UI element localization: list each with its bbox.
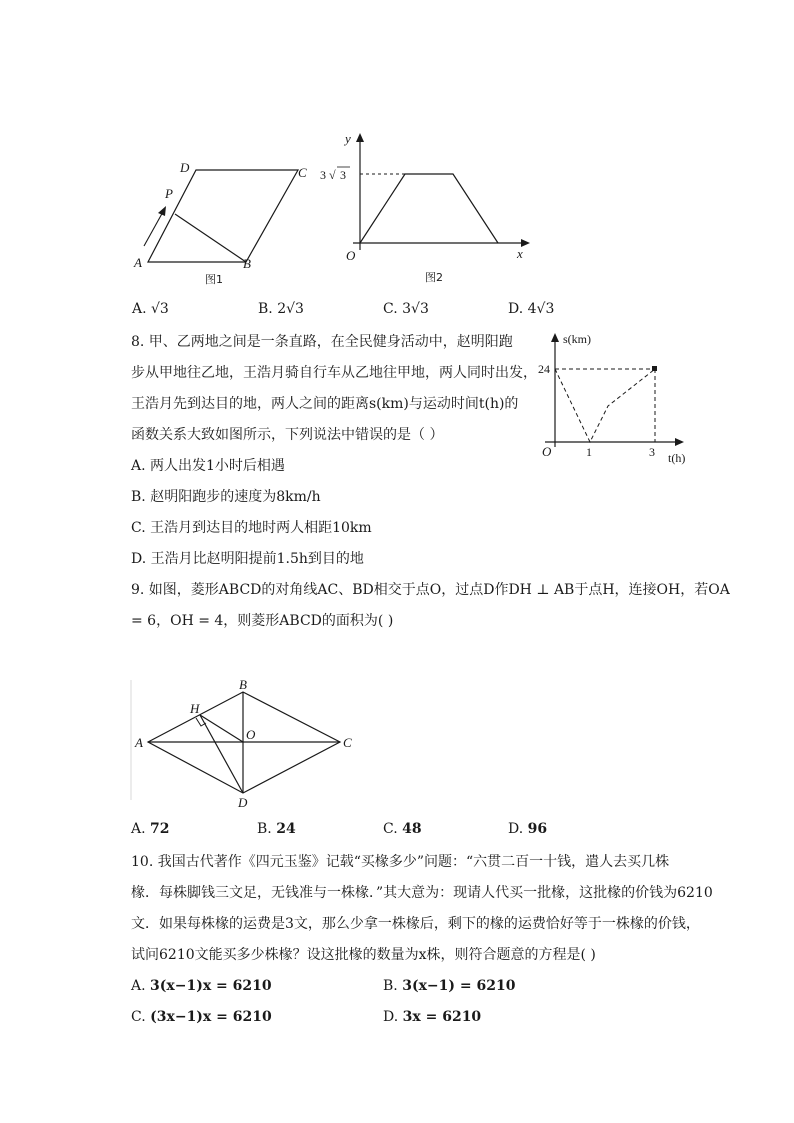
figure-1-caption: 图1 bbox=[205, 273, 223, 286]
q7-figure-2 bbox=[315, 128, 535, 288]
option-text: 3x = 6210 bbox=[402, 1009, 482, 1025]
option-text: 48 bbox=[402, 821, 422, 837]
q8-line-2: 步从甲地往乙地，王浩月骑自行车从乙地往甲地，两人同时出发， bbox=[131, 365, 537, 381]
label-d: D bbox=[180, 160, 190, 175]
option-text: 3(x−1)x = 6210 bbox=[150, 978, 272, 994]
label-h: H bbox=[190, 701, 200, 716]
label-a: A bbox=[134, 255, 142, 270]
q9-option-c[interactable] bbox=[383, 820, 422, 838]
label-b: B bbox=[243, 256, 251, 271]
q10-option-b[interactable] bbox=[383, 977, 515, 995]
q8-option-a[interactable]: A. 两人出发1小时后相遇 bbox=[131, 458, 285, 474]
q10-option-d[interactable] bbox=[383, 1008, 481, 1026]
option-text: 4√3 bbox=[527, 301, 555, 317]
option-letter: D. bbox=[508, 301, 524, 317]
option-letter: B. bbox=[257, 821, 272, 837]
q8-distance-time-graph bbox=[535, 325, 695, 465]
q7-figure-1 bbox=[120, 150, 320, 290]
y-value-rad: 3 bbox=[340, 168, 346, 182]
option-letter: B. bbox=[383, 978, 398, 994]
q10-option-a[interactable] bbox=[131, 977, 272, 995]
x-axis-label: x bbox=[517, 246, 523, 261]
q10-line-3: 文．如果每株椽的运费是3文，那么少拿一株椽后，剩下的椽的运费恰好等于一株椽的价钱， bbox=[131, 916, 700, 932]
label-a: A bbox=[135, 735, 143, 750]
q7-option-c[interactable] bbox=[383, 300, 429, 318]
option-letter: D. bbox=[383, 1009, 399, 1025]
option-letter: A. bbox=[131, 978, 146, 994]
q7-option-d[interactable] bbox=[508, 300, 554, 318]
q8-line-1: 8. 甲、乙两地之间是一条直路，在全民健身活动中，赵明阳跑 bbox=[131, 334, 513, 350]
option-text: 3√3 bbox=[402, 301, 429, 317]
option-letter: A. bbox=[132, 301, 147, 317]
option-letter: C. bbox=[383, 301, 398, 317]
q10-line-1: 10. 我国古代著作《四元玉鉴》记载“买椽多少”问题：“六贯二百一十钱，遣人去买几株 bbox=[131, 854, 670, 870]
q8-option-d[interactable]: D. 王浩月比赵明阳提前1.5h到目的地 bbox=[131, 551, 364, 567]
y-value-sqrt-sign: √ bbox=[329, 168, 336, 182]
option-letter: A. bbox=[131, 821, 146, 837]
q9-rhombus-figure bbox=[130, 677, 360, 810]
option-text: 96 bbox=[527, 821, 548, 837]
x-tick-1: 1 bbox=[586, 445, 592, 459]
y-axis-label: y bbox=[345, 131, 351, 146]
label-c: C bbox=[343, 735, 352, 750]
q10-line-2: 椽．每株脚钱三文足，无钱准与一株椽．”其大意为：现请人代买一批椽，这批椽的价钱为6210 bbox=[131, 885, 713, 901]
option-text: √3 bbox=[151, 301, 169, 317]
option-letter: C. bbox=[131, 1009, 146, 1025]
option-text: (3x−1)x = 6210 bbox=[150, 1009, 272, 1025]
option-text: 2√3 bbox=[277, 301, 304, 317]
q10-line-4: 试问6210文能买多少株椽？设这批椽的数量为x株，则符合题意的方程是( ) bbox=[131, 947, 596, 963]
y-tick-24: 24 bbox=[538, 362, 550, 376]
label-d: D bbox=[238, 795, 248, 810]
q9-option-b[interactable] bbox=[257, 820, 296, 838]
x-tick-3: 3 bbox=[649, 445, 655, 459]
label-c: C bbox=[298, 165, 307, 180]
option-letter: D. bbox=[508, 821, 524, 837]
origin-label: O bbox=[346, 248, 356, 263]
distance-time-svg bbox=[535, 325, 695, 465]
q7-option-b[interactable] bbox=[258, 300, 304, 318]
q8-line-4: 函数关系大致如图所示，下列说法中错误的是（ ） bbox=[131, 427, 444, 443]
label-b: B bbox=[239, 677, 247, 692]
q8-option-c[interactable]: C. 王浩月到达目的地时两人相距10km bbox=[131, 520, 372, 536]
label-o: O bbox=[246, 727, 256, 742]
y-value-coef: 3 bbox=[320, 168, 326, 182]
option-letter: C. bbox=[383, 821, 398, 837]
q9-option-a[interactable] bbox=[131, 820, 170, 838]
q8-option-b[interactable]: B. 赵明阳跑步的速度为8km/h bbox=[131, 489, 321, 505]
option-text: 3(x−1) = 6210 bbox=[402, 978, 516, 994]
option-text: 24 bbox=[276, 821, 296, 837]
rhombus-svg bbox=[130, 677, 360, 810]
q10-option-c[interactable] bbox=[131, 1008, 272, 1026]
origin-label: O bbox=[542, 444, 552, 459]
q9-option-d[interactable] bbox=[508, 820, 547, 838]
q8-line-3: 王浩月先到达目的地，两人之间的距离s(km)与运动时间t(h)的 bbox=[131, 396, 519, 412]
figure-2-caption: 图2 bbox=[425, 271, 443, 284]
parallelogram-abcd-figure bbox=[120, 150, 320, 290]
s-axis-label: s(km) bbox=[563, 332, 591, 346]
q7-option-a[interactable] bbox=[132, 300, 169, 318]
t-axis-label: t(h) bbox=[668, 451, 686, 465]
q9-line-2: = 6，OH = 4，则菱形ABCD的面积为( ) bbox=[131, 613, 394, 629]
option-letter: B. bbox=[258, 301, 273, 317]
q9-line-1: 9. 如图，菱形ABCD的对角线AC、BD相交于点O，过点D作DH ⊥ AB于点H，连接OH，若OA bbox=[131, 582, 730, 598]
option-text: 72 bbox=[150, 821, 170, 837]
trapezoid-graph bbox=[315, 128, 535, 288]
label-p: P bbox=[165, 186, 173, 201]
